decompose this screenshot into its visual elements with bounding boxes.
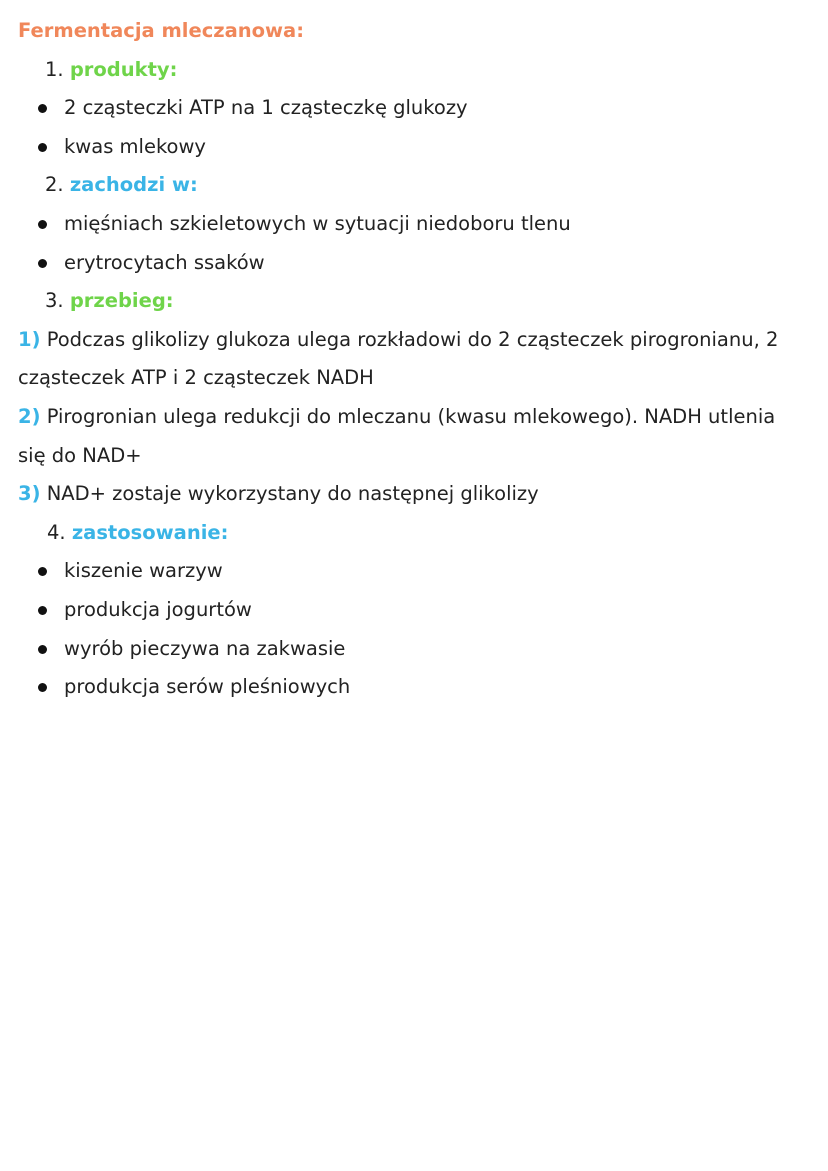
list-item-text: mięśniach szkieletowych w sytuacji niedoboru tlenu — [64, 211, 571, 235]
process-step — [0, 321, 828, 360]
section-number: 1. — [45, 57, 64, 81]
list-item — [0, 630, 828, 669]
list-item — [0, 668, 828, 707]
step-text: Podczas glikolizy glukoza ulega rozkładowi do 2 cząsteczek pirogronianu, 2 — [46, 327, 779, 351]
bullet-icon — [38, 143, 47, 152]
list-item-text: 2 cząsteczki ATP na 1 cząsteczkę glukozy — [64, 96, 468, 120]
section-label: zachodzi w: — [69, 173, 198, 197]
section-heading-location — [0, 166, 828, 205]
list-item — [0, 591, 828, 630]
process-step-continued — [0, 437, 828, 476]
list-item-text: kwas mlekowy — [64, 134, 206, 158]
bullet-icon — [38, 220, 47, 229]
list-item-text: produkcja jogurtów — [64, 597, 252, 621]
bullet-icon — [38, 645, 47, 654]
section-heading-applications — [0, 514, 828, 553]
list-item — [0, 128, 828, 167]
bullet-icon — [38, 683, 47, 692]
bullet-icon — [38, 259, 47, 268]
section-number: 4. — [47, 520, 66, 544]
process-step — [0, 475, 828, 514]
list-item-text: kiszenie warzyw — [64, 559, 223, 583]
bullet-icon — [38, 606, 47, 615]
section-label: przebieg: — [69, 289, 174, 313]
process-step-continued — [0, 359, 828, 398]
bullet-icon — [38, 567, 47, 576]
step-text: się do NAD+ — [18, 443, 142, 467]
section-heading-process — [0, 282, 828, 321]
step-number: 2) — [18, 404, 41, 428]
step-text: Pirogronian ulega redukcji do mleczanu (kwasu mlekowego). NADH utlenia — [46, 404, 776, 428]
list-item — [0, 205, 828, 244]
step-text: NAD+ zostaje wykorzystany do następnej glikolizy — [46, 482, 539, 506]
section-number: 2. — [45, 173, 64, 197]
section-number: 3. — [45, 289, 64, 313]
step-number: 3) — [18, 482, 41, 506]
list-item — [0, 552, 828, 591]
bullet-icon — [38, 104, 47, 113]
list-item-text: produkcja serów pleśniowych — [64, 675, 351, 699]
document — [0, 12, 828, 707]
document-title: Fermentacja mleczanowa: — [18, 19, 305, 42]
section-label: zastosowanie: — [71, 520, 229, 544]
step-text: cząsteczek ATP i 2 cząsteczek NADH — [18, 366, 374, 390]
list-item — [0, 244, 828, 283]
step-number: 1) — [18, 327, 41, 351]
list-item-text: erytrocytach ssaków — [64, 250, 265, 274]
list-item-text: wyrób pieczywa na zakwasie — [64, 636, 346, 660]
list-item — [0, 89, 828, 128]
section-heading-products — [0, 51, 828, 90]
process-step — [0, 398, 828, 437]
section-label: produkty: — [69, 57, 178, 81]
